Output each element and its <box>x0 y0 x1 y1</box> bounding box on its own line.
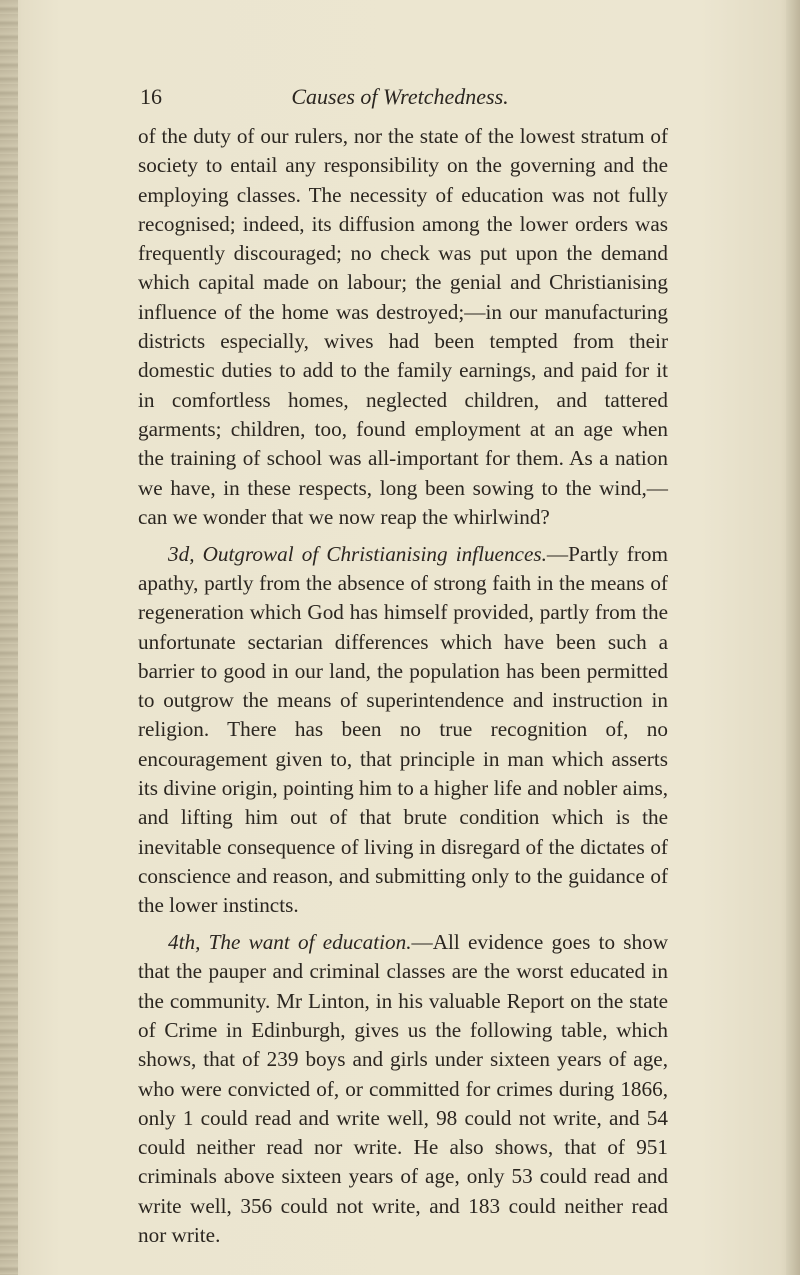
page-binding-edge <box>0 0 18 1275</box>
paragraph-1: of the duty of our rulers, nor the state of the lowest stratum of society to entail any responsibility on the governing and the employing classes. The necessity of education was not fully recognised; indeed, its diffusion among the lower orders was frequently discouraged; no check was put upon the demand which capital made on labour; the genial and Christianising influence of the home was destroyed;—in our manufacturing districts especially, wives had been tempted from their domestic duties to add to the family earnings, and paid for it in comfortless homes, neglected children, and tattered garments; children, too, found employment at an age when the training of school was all-important for them. As a nation we have, in these respects, long been sowing to the wind,—can we wonder that we now reap the whirlwind? <box>138 124 668 529</box>
paragraph-2-heading: 3d, Outgrowal of Christianising influences. <box>168 541 547 566</box>
paragraph-3-heading: 4th, The want of education. <box>168 930 412 955</box>
running-title: Causes of Wretchedness. <box>291 84 509 109</box>
page-outer-edge <box>786 0 800 1275</box>
page-number: 16 <box>140 84 162 109</box>
paragraph-2-text: —Partly from apathy, partly from the absence of strong faith in the means of regeneration which God has himself provided, partly from the unfortunate sectarian differences which have been such a barrier to good in our land, the population has been permitted to outgrow the means of superintendence and instruction in religion. There has been no true recognition of, no encouragement given to, that principle in man which asserts its divine origin, pointing him to a higher life and nobler aims, and lifting him out of that brute condition which is the inevitable consequence of living in disregard of the dictates of conscience and reason, and submitting only to the guidance of the lower instincts. <box>138 541 668 918</box>
paragraph-3 <box>138 928 668 1250</box>
paragraph-3-text: —All evidence goes to show that the pauper and criminal classes are the worst educated in the community. Mr Linton, in his valuable Report on the state of Crime in Edinburgh, gives us the following table, which shows, that of 239 boys and girls under sixteen years of age, who were convicted of, or committed for crimes during 1866, only 1 could read and write well, 98 could not write, and 54 could neither read nor write. He also shows, that of 951 criminals above sixteen years of age, only 53 could read and write well, 356 could not write, and 183 could neither read nor write. <box>138 930 668 1247</box>
page-header <box>130 84 670 114</box>
body-text <box>138 122 668 1250</box>
paragraph-2 <box>138 540 668 921</box>
